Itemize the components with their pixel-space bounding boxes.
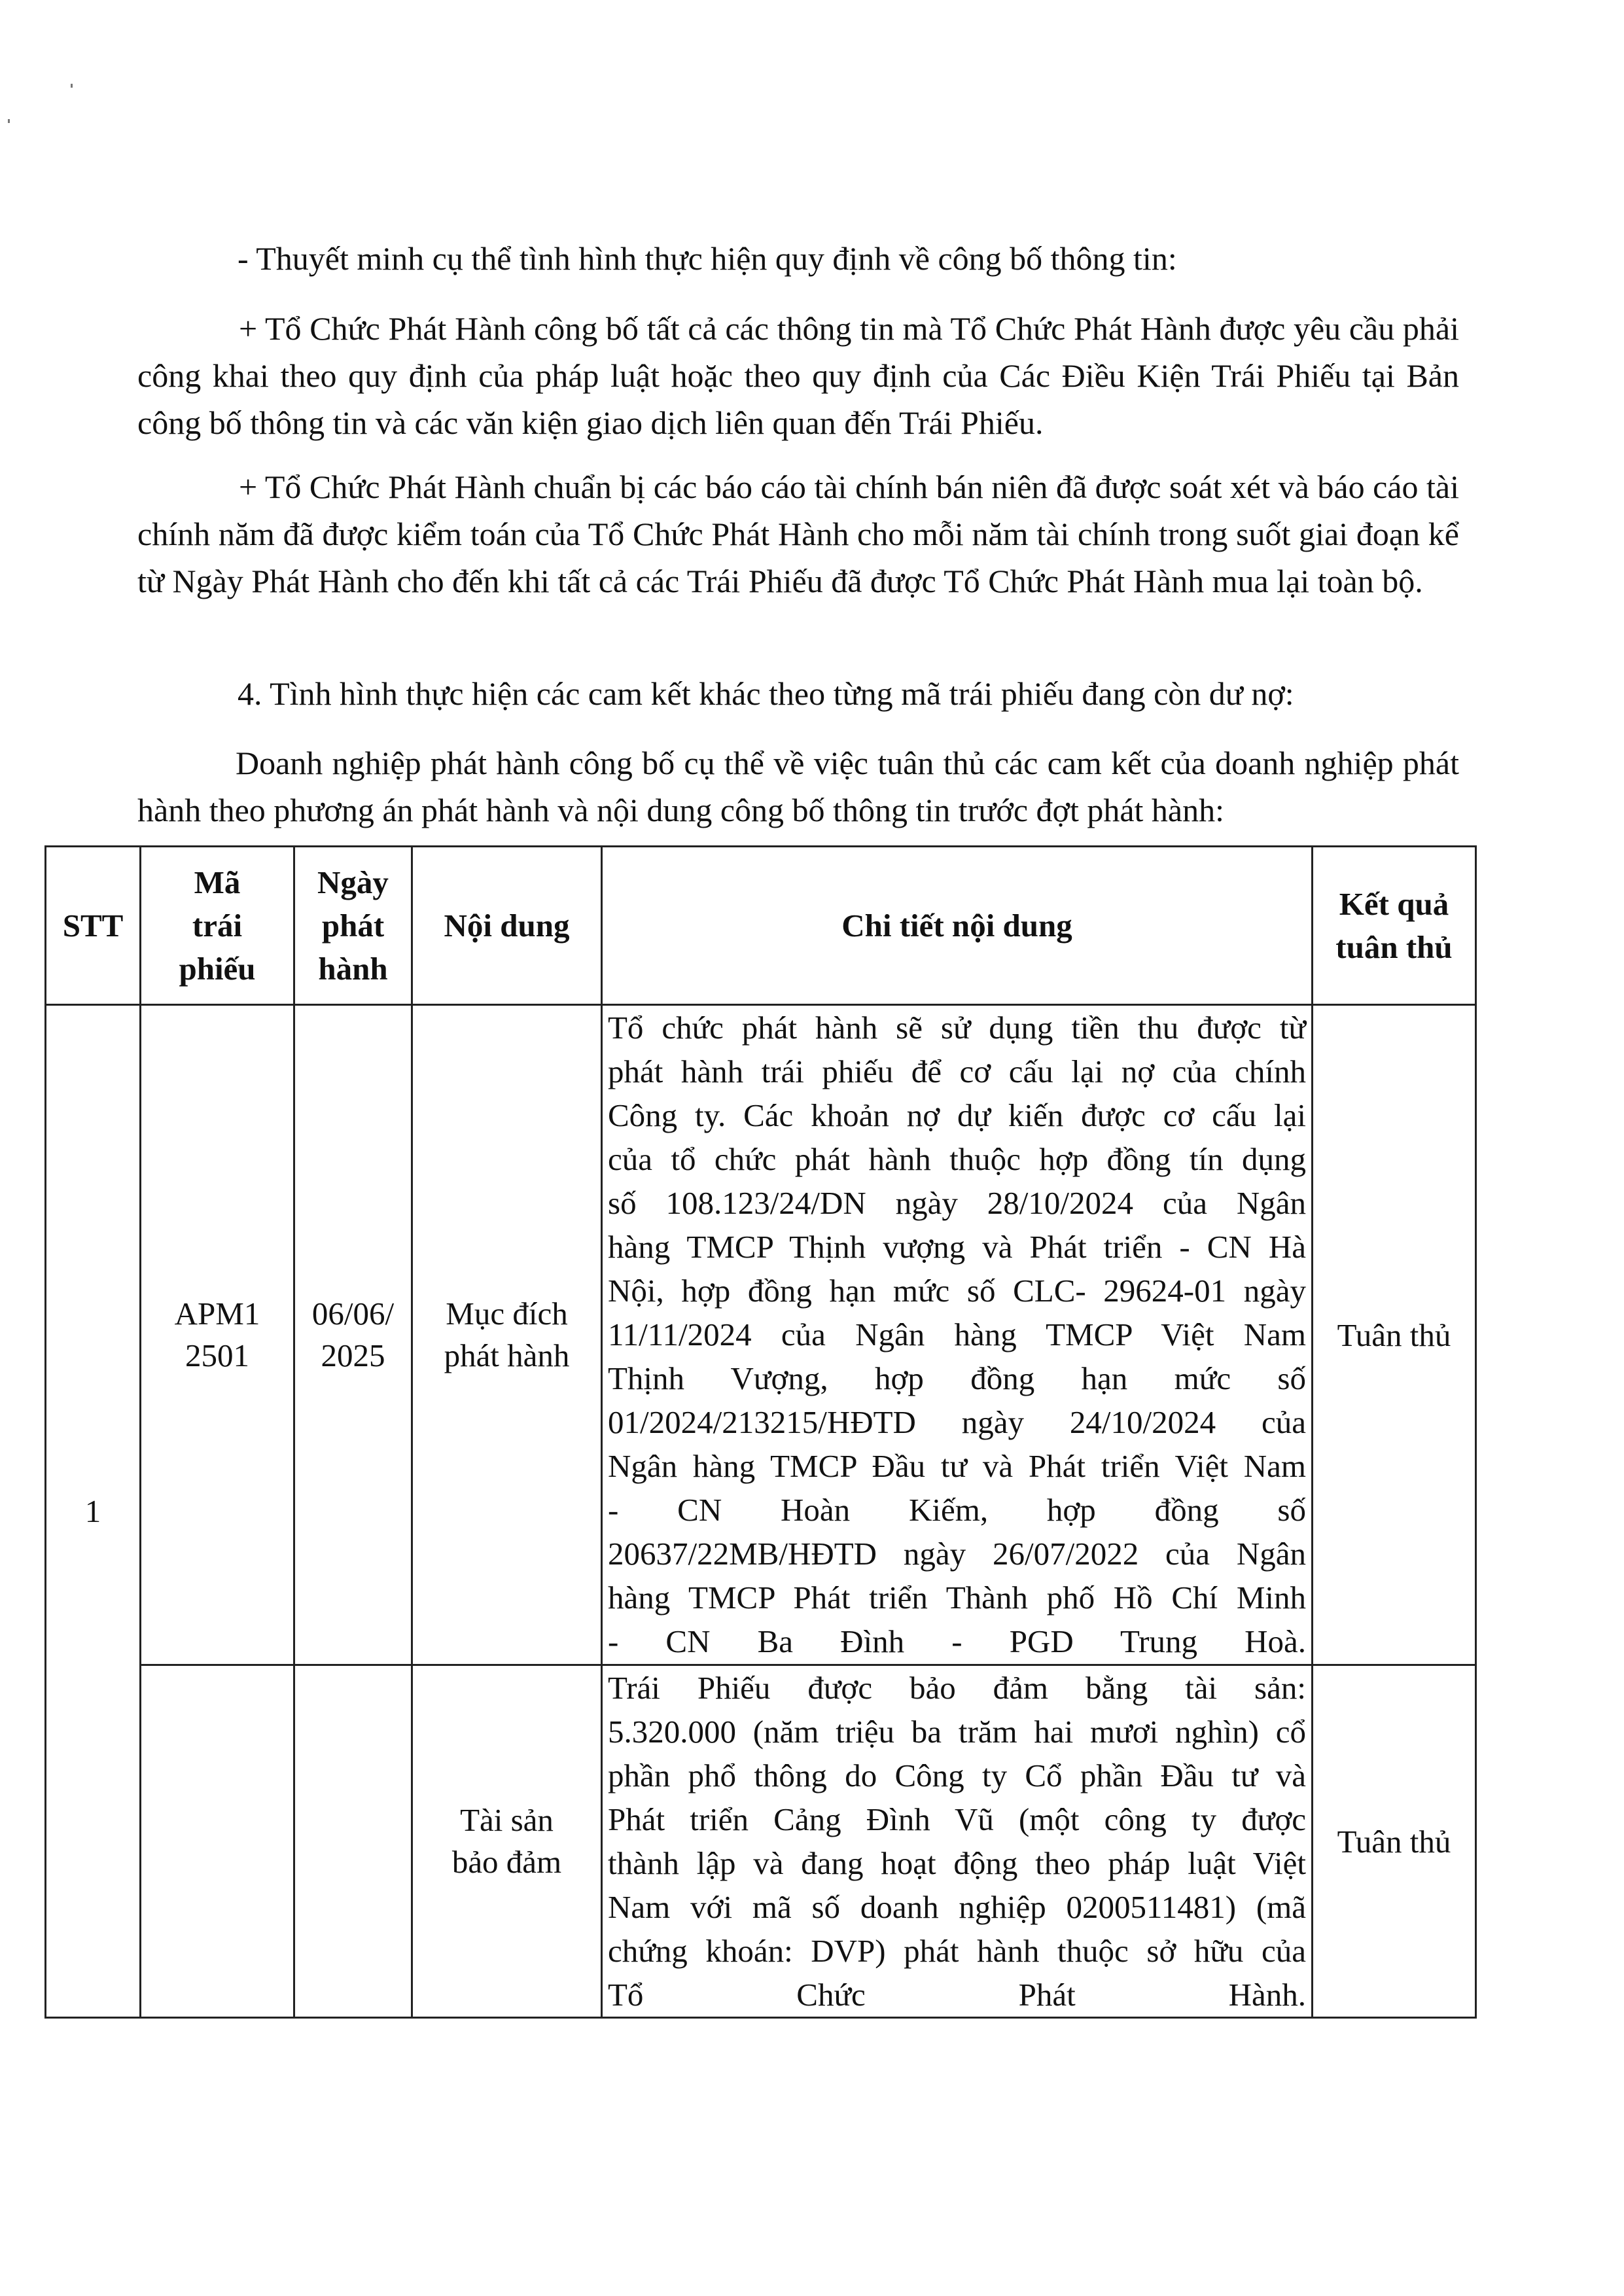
bullet-disclosure-all-info: + Tổ Chức Phát Hành công bố tất cả các thông tin mà Tổ Chức Phát Hành được yêu cầu phải công khai theo quy định của pháp luật hoặc theo quy định của Các Điều Kiện Trái Phiếu tại Bản công bố thông tin và các văn kiện giao dịch liên quan đến Trái Phiếu. (137, 310, 1459, 441)
bullet-financial-reports: + Tổ Chức Phát Hành chuẩn bị các báo cáo tài chính bán niên đã được soát xét và báo cáo tài chính năm đã được kiểm toán của Tổ Chức Phát Hành cho mỗi năm tài chính trong suốt giai đoạn kể từ Ngày Phát Hành cho đến khi tất cả các Trái Phiếu đã được Tổ Chức Phát Hành mua lại toàn bộ. (137, 468, 1459, 599)
table-header-row (46, 847, 1476, 1005)
table-row (46, 1005, 1476, 1665)
cell-issue-date-continued (294, 1665, 412, 2018)
cell-content-purpose: Mục đích phát hành (412, 1005, 602, 1665)
cell-bond-code: APM1 2501 (141, 1005, 294, 1665)
cell-bond-code-continued (141, 1665, 294, 2018)
commitments-table (44, 845, 1477, 2019)
header-content: Nội dung (412, 847, 602, 1005)
cell-detail-collateral: Trái Phiếu được bảo đảm bằng tài sản: 5.320.000 (năm triệu ba trăm hai mươi nghìn) cổ phần phổ thông do Công ty Cổ phần Đầu tư và Phát triển Cảng Đình Vũ (một công ty được thành lập và đang hoạt động theo pháp luật Việt Nam với mã số doanh nghiệp 0200511481) (mã chứng khoán: DVP) phát hành thuộc sở hữu của Tổ Chức Phát Hành. (602, 1665, 1313, 2018)
cell-detail-purpose: Tổ chức phát hành sẽ sử dụng tiền thu được từ phát hành trái phiếu để cơ cấu lại nợ của chính Công ty. Các khoản nợ dự kiến được cơ cấu lại của tổ chức phát hành thuộc hợp đồng tín dụng số 108.123/24/DN ngày 28/10/2024 của Ngân hàng TMCP Thịnh vượng và Phát triển - CN Hà Nội, hợp đồng hạn mức số CLC- 29624-01 ngày 11/11/2024 của Ngân hàng TMCP Việt Nam Thịnh Vượng, hợp đồng hạn mức số 01/2024/213215/HĐTD ngày 24/10/2024 của Ngân hàng TMCP Đầu tư và Phát triển Việt Nam - CN Hoàn Kiếm, hợp đồng số 20637/22MB/HĐTD ngày 26/07/2022 của Ngân hàng TMCP Phát triển Thành phố Hồ Chí Minh - CN Ba Đình - PGD Trung Hoà. (602, 1005, 1313, 1665)
cell-result-purpose: Tuân thủ (1313, 1005, 1476, 1665)
cell-issue-date: 06/06/ 2025 (294, 1005, 412, 1665)
cell-content-collateral: Tài sản bảo đảm (412, 1665, 602, 2018)
section-4-description: Doanh nghiệp phát hành công bố cụ thể về việc tuân thủ các cam kết của doanh nghiệp phát hành theo phương án phát hành và nội dung công bố thông tin trước đợt phát hành: (137, 745, 1459, 828)
header-result: Kết quả tuân thủ (1313, 847, 1476, 1005)
scan-speck (71, 84, 73, 88)
disclosure-intro: - Thuyết minh cụ thể tình hình thực hiện quy định về công bố thông tin: (238, 240, 1177, 277)
section-4-title: 4. Tình hình thực hiện các cam kết khác theo từng mã trái phiếu đang còn dư nợ: (238, 675, 1294, 712)
header-stt: STT (46, 847, 141, 1005)
header-bond-code: Mã trái phiếu (141, 847, 294, 1005)
header-detail: Chi tiết nội dung (602, 847, 1313, 1005)
scan-speck (8, 119, 10, 123)
header-issue-date: Ngày phát hành (294, 847, 412, 1005)
table-row (46, 1665, 1476, 2018)
cell-result-collateral: Tuân thủ (1313, 1665, 1476, 2018)
cell-stt: 1 (46, 1005, 141, 2018)
